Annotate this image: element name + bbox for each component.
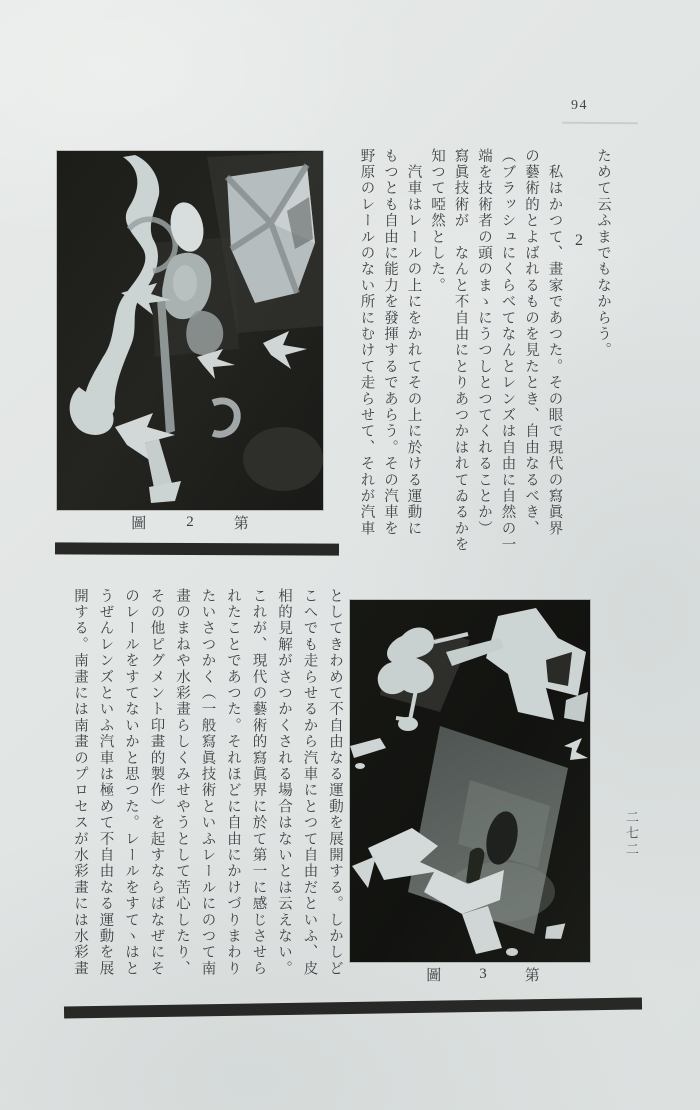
text-column: 知つて啞然とした。 bbox=[429, 148, 445, 294]
text-column: のレールをすてないかと思つた。レールをすてヽはと bbox=[123, 588, 139, 977]
photogram-2-image bbox=[57, 151, 323, 510]
text-column: 相的見解がさつかくされる場合はないとは云えない。 bbox=[276, 588, 292, 977]
figure-3-caption bbox=[350, 964, 590, 985]
text-column: 開する。南畫には南畫のプロセスが水彩畫には水彩畫 bbox=[72, 588, 88, 977]
text-column: （ブラッシュにくらべてなんとレンズは自由に自然の一 bbox=[499, 148, 516, 553]
text-column: 畫のまねや水彩畫らしくみせやうとして苦心したり、 bbox=[174, 588, 190, 977]
figure-3-photogram bbox=[350, 600, 590, 962]
text-column: れたことであつた。それほどに自由にかけづりまわり bbox=[225, 588, 241, 977]
figure-2-photogram bbox=[57, 151, 323, 510]
text-column: うぜんレンズといふ汽車は極めて不自由なる運動を展 bbox=[97, 588, 114, 977]
text-column: としてきわめて不自由なる運動を展開する。しかしど bbox=[327, 588, 343, 977]
text-column: こへでも走らせるから汽車にとつて自由だといふ、皮 bbox=[301, 588, 318, 977]
text-column: ためて云ふまでもなからう。 bbox=[595, 148, 611, 359]
text-column: 寫眞技術が なんと不自由にとりあつかはれてゐるかを bbox=[452, 148, 469, 553]
figure-2-caption bbox=[57, 512, 323, 533]
folio-number: 二七二 bbox=[624, 810, 639, 858]
page-number: 94 bbox=[571, 98, 588, 113]
figure-2-divider-bar bbox=[55, 542, 339, 555]
photogram-3-image bbox=[350, 600, 590, 962]
page-number-rule bbox=[562, 122, 638, 124]
upper-text-block bbox=[344, 148, 610, 572]
text-column: の藝術的とよばれるものを見たとき、自由なるべき、 bbox=[523, 148, 539, 537]
text-column: もつとも自由に能力を發揮するであらう。その汽車を bbox=[382, 148, 398, 537]
text-column: たいさつかく（一般寫眞技術といふレールにのつて南 bbox=[199, 588, 216, 977]
text-column: これが、現代の藝術的寫眞界に於て第一に感じさせら bbox=[250, 588, 267, 977]
figure-2-caption-zu: 圖 bbox=[131, 516, 147, 532]
figure-3-caption-dai: 第 bbox=[524, 968, 540, 984]
figure-2-caption-number: 2 bbox=[186, 514, 194, 530]
text-column: 汽車はレールの上にをかれてその上に於ける運動に bbox=[405, 148, 422, 537]
text-column: その他ピグメント印畫的製作）を起すならばなぜにそ bbox=[148, 588, 165, 977]
bottom-divider-bar bbox=[64, 997, 642, 1018]
figure-3-caption-zu: 圖 bbox=[426, 968, 442, 984]
figure-2-caption-dai: 第 bbox=[233, 516, 249, 532]
lower-text-block bbox=[46, 588, 342, 988]
text-column: 野原のレールのない所にむけて走らせて、それが汽車 bbox=[358, 148, 375, 537]
section-number-heading: 2 bbox=[570, 232, 588, 249]
text-column: 私はかつて、畫家であつた。その眼で現代の寫眞界 bbox=[546, 148, 563, 537]
figure-3-caption-number: 3 bbox=[479, 966, 487, 982]
text-column: 端を技術者の頭のまゝにうつしとつてくれることか） bbox=[476, 148, 492, 537]
